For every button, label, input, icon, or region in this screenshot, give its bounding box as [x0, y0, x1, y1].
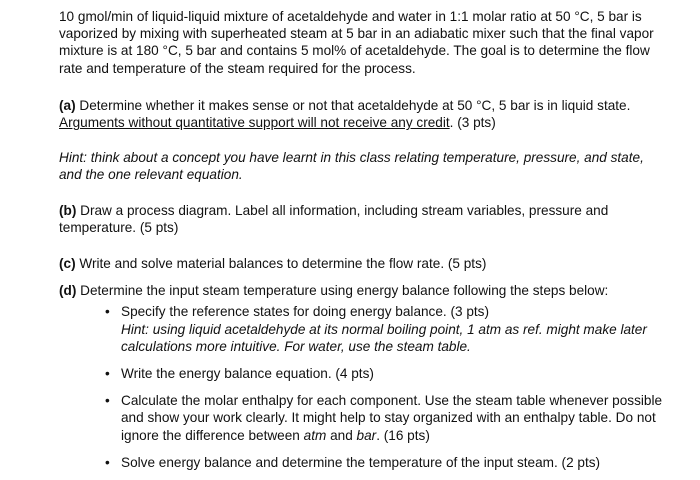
- question-a-text: Determine whether it makes sense or not that acetaldehyde at 50 °C, 5 bar is in liquid state.: [75, 97, 631, 113]
- step-item: [105, 392, 666, 444]
- unit-bar: bar: [356, 427, 377, 443]
- step-item: [105, 454, 666, 471]
- step-item: [105, 303, 666, 355]
- bullet-icon: •: [105, 366, 110, 382]
- step-text: Solve energy balance and determine the temperature of the input steam. (2 pts): [121, 454, 601, 470]
- step-hint: Hint: using liquid acetaldehyde at its normal boiling point, 1 atm as ref. might make later calculations more intuitive. For water, use the steam table.: [121, 321, 647, 354]
- bullet-icon: •: [105, 304, 110, 320]
- question-a-label: (a): [59, 97, 76, 113]
- question-d: [59, 282, 666, 299]
- question-b: [59, 202, 666, 236]
- problem-intro: 10 gmol/min of liquid-liquid mixture of acetaldehyde and water in 1:1 molar ratio at 50 °C, 5 bar is vaporized by mixing with superheated steam at 5 bar in an adiabatic mixer such that the final vapor mixture is at 180 °C, 5 bar and contains 5 mol% of acetaldehyde. The goal is to determine the flow rate and temperature of the steam required for the process.: [59, 9, 654, 76]
- step-list: [59, 303, 666, 471]
- question-b-text: Draw a process diagram. Label all information, including stream variables, pressure and temperature. (5 pts): [59, 202, 609, 235]
- question-a-warning: Arguments without quantitative support will not receive any credit: [59, 115, 450, 131]
- question-c-text: Write and solve material balances to determine the flow rate. (5 pts): [75, 256, 487, 272]
- question-a: [59, 97, 666, 131]
- step-text-and: and: [326, 427, 357, 443]
- step-text: Write the energy balance equation. (4 pts): [121, 366, 374, 382]
- unit-atm: atm: [303, 427, 327, 443]
- step-text-points: . (16 pts): [376, 427, 430, 443]
- bullet-icon: •: [105, 393, 110, 409]
- question-c: [59, 255, 666, 272]
- question-a-points: . (3 pts): [449, 115, 496, 131]
- bullet-icon: •: [105, 454, 110, 470]
- question-d-text: Determine the input steam temperature using energy balance following the steps below:: [76, 283, 609, 299]
- question-c-label: (c): [59, 256, 76, 272]
- step-item: [105, 365, 666, 382]
- step-text: Specify the reference states for doing energy balance. (3 pts): [121, 304, 489, 320]
- question-d-label: (d): [59, 283, 77, 299]
- question-b-label: (b): [59, 202, 77, 218]
- step-text: Calculate the molar enthalpy for each component. Use the steam table whenever possible and show your work clearly. It might help to stay organized with an enthalpy table. Do not ignore the difference between: [121, 393, 663, 443]
- hint-a: Hint: think about a concept you have learnt in this class relating temperature, pressure, and state, and the one relevant equation.: [59, 150, 644, 183]
